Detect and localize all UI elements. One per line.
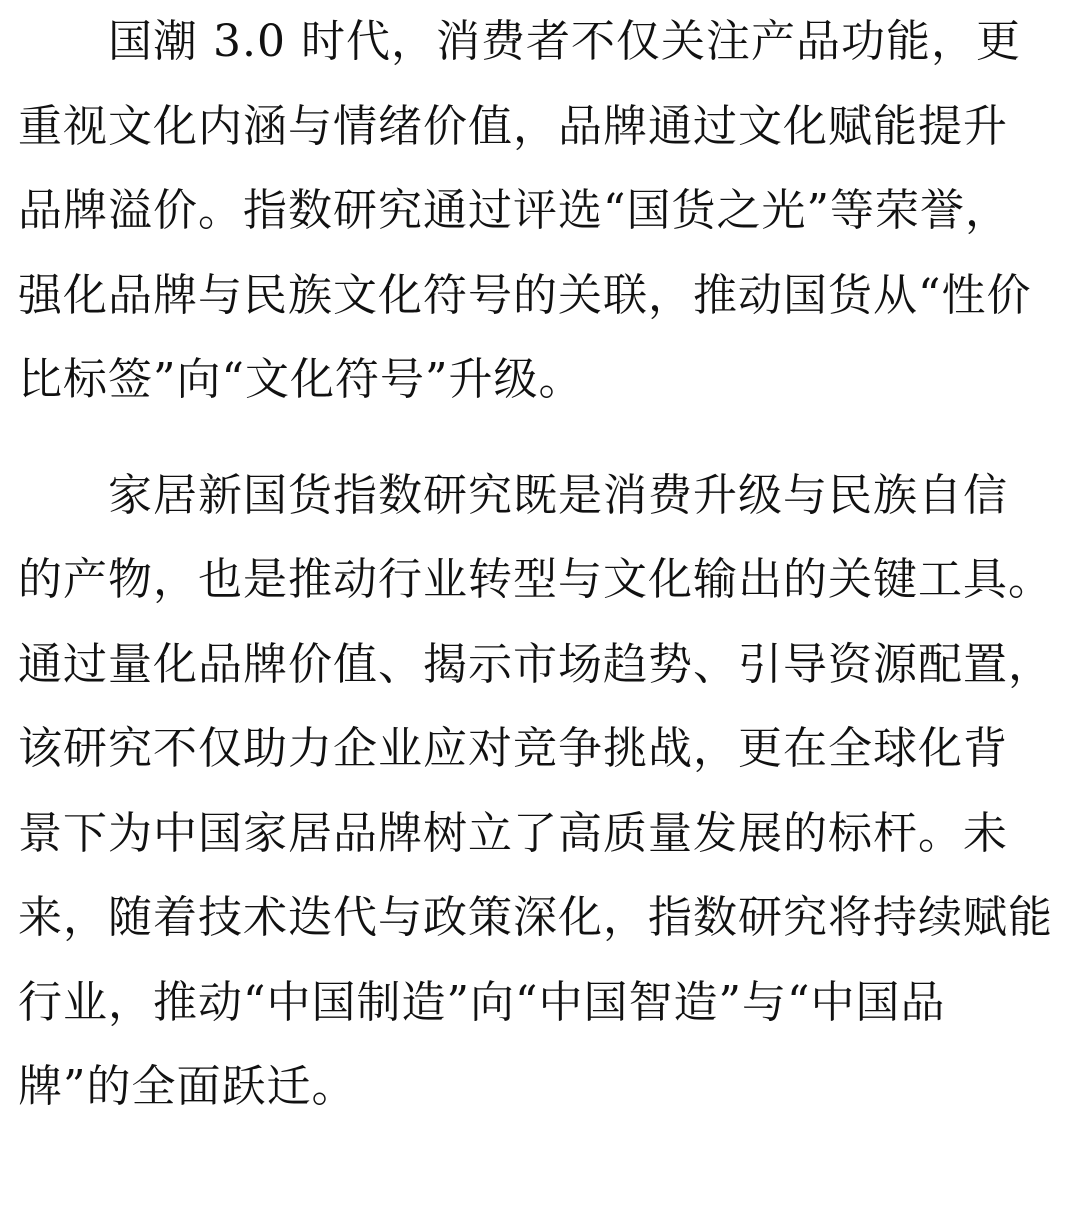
text-line: 牌”的全面跃迁。: [18, 1061, 357, 1112]
paragraph-guochao: [18, 0, 1064, 423]
text-line: 的产物，也是推动行业转型与文化输出的关键工具。: [18, 554, 1053, 605]
paragraph-index-research: [18, 454, 1064, 1130]
text-line: 国潮 3.0 时代，消费者不仅关注产品功能，更: [18, 16, 1021, 67]
text-line: 通过量化品牌价值、揭示市场趋势、引导资源配置，: [18, 638, 1053, 690]
text-line: 行业，推动“中国制造”向“中国智造”与“中国品: [18, 976, 946, 1028]
article-body: [18, 0, 1064, 1130]
text-line: 该研究不仅助力企业应对竞争挑战，更在全球化背: [18, 723, 1008, 774]
text-line: 品牌溢价。指数研究通过评选“国货之光”等荣誉，: [18, 185, 1010, 236]
text-line: 重视文化内涵与情绪价值，品牌通过文化赋能提升: [18, 100, 1008, 152]
text-line: 来，随着技术迭代与政策深化，指数研究将持续赋能: [18, 892, 1053, 943]
text-line: 强化品牌与民族文化符号的关联，推动国货从“性价: [18, 269, 1032, 321]
text-line: 家居新国货指数研究既是消费升级与民族自信: [18, 469, 1008, 521]
text-line: 比标签”向“文化符号”升级。: [18, 354, 584, 405]
text-line: 景下为中国家居品牌树立了高质量发展的标杆。未: [18, 807, 1008, 859]
